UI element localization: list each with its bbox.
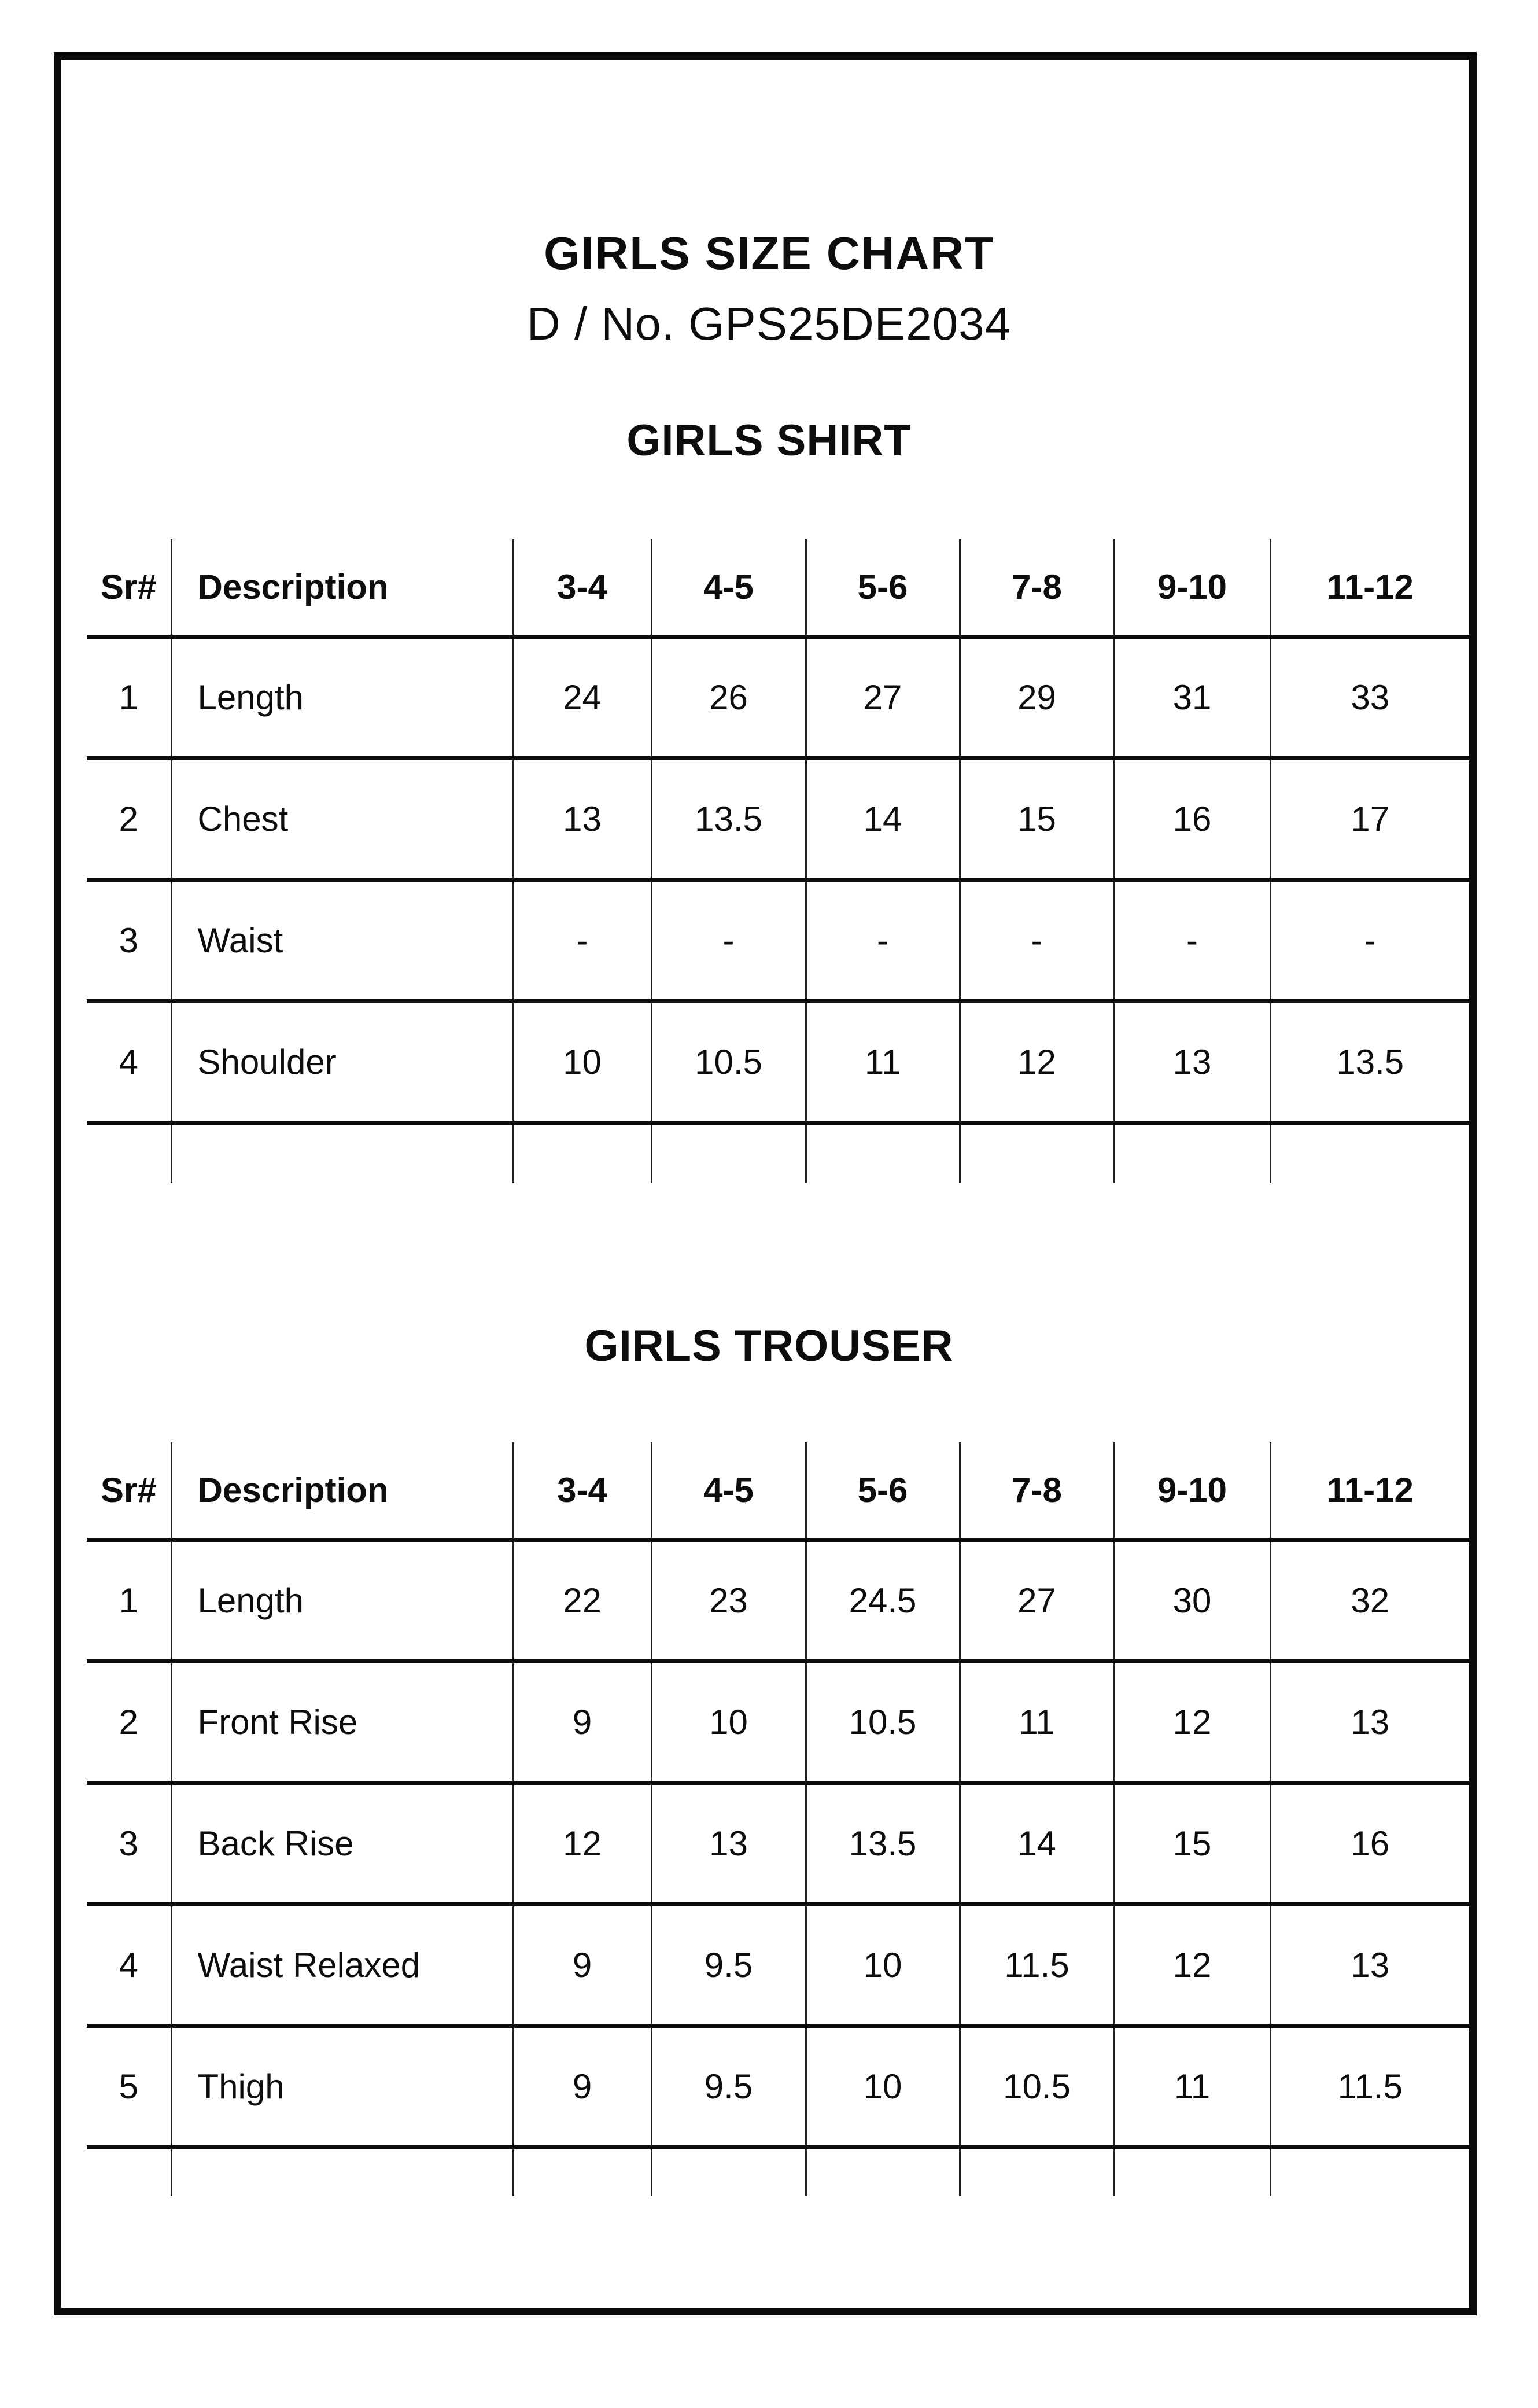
size-value-cell: 13 [1114, 1001, 1270, 1122]
column-header-description: Description [171, 1442, 513, 1540]
column-header-size-4-5: 4-5 [651, 1442, 806, 1540]
size-value-cell: 10.5 [806, 1661, 960, 1783]
table-row-waist [87, 879, 1469, 1001]
table-stub-row [87, 1122, 1469, 1183]
size-value-cell: 12 [1114, 1904, 1270, 2026]
sr-cell: 1 [87, 636, 171, 758]
sr-cell: 4 [87, 1904, 171, 2026]
size-value-cell: 13 [1270, 1904, 1469, 2026]
size-value-cell: 14 [806, 758, 960, 879]
size-value-cell: 9.5 [651, 2026, 806, 2147]
trouser-section-title: GIRLS TROUSER [584, 1321, 954, 1371]
column-header-size-5-6: 5-6 [806, 1442, 960, 1540]
size-value-cell: 13 [513, 758, 651, 879]
table-row-thigh [87, 2026, 1469, 2147]
size-value-cell: 10 [651, 1661, 806, 1783]
column-header-size-11-12: 11-12 [1270, 1442, 1469, 1540]
size-value-cell: 31 [1114, 636, 1270, 758]
size-value-cell: 11 [806, 1001, 960, 1122]
size-value-cell: 10 [513, 1001, 651, 1122]
design-number: D / No. GPS25DE2034 [526, 298, 1012, 349]
table-row-chest [87, 758, 1469, 879]
sr-cell: 1 [87, 1540, 171, 1661]
description-cell: Length [171, 636, 513, 758]
size-value-cell: 11.5 [960, 1904, 1114, 2026]
size-value-cell: 14 [960, 1783, 1114, 1904]
size-value-cell: 15 [960, 758, 1114, 879]
size-value-cell: 27 [960, 1540, 1114, 1661]
column-header-size-4-5: 4-5 [651, 539, 806, 636]
description-cell: Thigh [171, 2026, 513, 2147]
size-value-cell: 10.5 [651, 1001, 806, 1122]
column-header-size-3-4: 3-4 [513, 539, 651, 636]
size-value-cell: 12 [513, 1783, 651, 1904]
size-value-cell: 33 [1270, 636, 1469, 758]
size-value-cell: 9 [513, 1904, 651, 2026]
size-value-cell: 27 [806, 636, 960, 758]
sr-cell: 3 [87, 879, 171, 1001]
size-value-cell: 10.5 [960, 2026, 1114, 2147]
size-value-cell: 13.5 [651, 758, 806, 879]
size-value-cell: - [960, 879, 1114, 1001]
column-header-size-9-10: 9-10 [1114, 539, 1270, 636]
description-cell: Back Rise [171, 1783, 513, 1904]
description-cell: Shoulder [171, 1001, 513, 1122]
table-row-back-rise [87, 1783, 1469, 1904]
size-value-cell: 11 [960, 1661, 1114, 1783]
description-cell: Front Rise [171, 1661, 513, 1783]
size-value-cell: 13 [1270, 1661, 1469, 1783]
size-value-cell: 11.5 [1270, 2026, 1469, 2147]
size-value-cell: 13 [651, 1783, 806, 1904]
size-value-cell: 32 [1270, 1540, 1469, 1661]
size-value-cell: 30 [1114, 1540, 1270, 1661]
size-value-cell: 9.5 [651, 1904, 806, 2026]
size-value-cell: 23 [651, 1540, 806, 1661]
size-value-cell: 24.5 [806, 1540, 960, 1661]
sr-cell: 2 [87, 758, 171, 879]
table-row-length [87, 1540, 1469, 1661]
shirt-size-table [87, 539, 1469, 1183]
size-value-cell: 22 [513, 1540, 651, 1661]
page-title: GIRLS SIZE CHART [544, 227, 994, 279]
size-value-cell: 12 [960, 1001, 1114, 1122]
size-value-cell: 11 [1114, 2026, 1270, 2147]
size-value-cell: 9 [513, 2026, 651, 2147]
shirt-section-title: GIRLS SHIRT [626, 416, 912, 465]
column-header-size-7-8: 7-8 [960, 539, 1114, 636]
size-value-cell: 15 [1114, 1783, 1270, 1904]
trouser-table-header-row [87, 1442, 1469, 1540]
sr-cell: 2 [87, 1661, 171, 1783]
column-header-size-5-6: 5-6 [806, 539, 960, 636]
size-value-cell: 13.5 [806, 1783, 960, 1904]
size-value-cell: 13.5 [1270, 1001, 1469, 1122]
description-cell: Waist Relaxed [171, 1904, 513, 2026]
size-value-cell: 16 [1270, 1783, 1469, 1904]
table-row-waist-relaxed [87, 1904, 1469, 2026]
size-value-cell: - [513, 879, 651, 1001]
table-row-length [87, 636, 1469, 758]
size-value-cell: 17 [1270, 758, 1469, 879]
table-row-shoulder [87, 1001, 1469, 1122]
sr-cell: 5 [87, 2026, 171, 2147]
column-header-size-9-10: 9-10 [1114, 1442, 1270, 1540]
size-value-cell: 26 [651, 636, 806, 758]
size-value-cell: 24 [513, 636, 651, 758]
size-value-cell: - [1114, 879, 1270, 1001]
size-value-cell: 12 [1114, 1661, 1270, 1783]
description-cell: Waist [171, 879, 513, 1001]
size-value-cell: 10 [806, 1904, 960, 2026]
column-header-size-3-4: 3-4 [513, 1442, 651, 1540]
column-header-sr: Sr# [87, 1442, 171, 1540]
sr-cell: 3 [87, 1783, 171, 1904]
column-header-size-7-8: 7-8 [960, 1442, 1114, 1540]
size-value-cell: 16 [1114, 758, 1270, 879]
table-row-front-rise [87, 1661, 1469, 1783]
size-value-cell: 10 [806, 2026, 960, 2147]
size-value-cell: 29 [960, 636, 1114, 758]
size-value-cell: - [651, 879, 806, 1001]
size-value-cell: 9 [513, 1661, 651, 1783]
description-cell: Length [171, 1540, 513, 1661]
trouser-size-table [87, 1442, 1469, 2196]
size-value-cell: - [806, 879, 960, 1001]
shirt-table-header-row [87, 539, 1469, 636]
sr-cell: 4 [87, 1001, 171, 1122]
column-header-size-11-12: 11-12 [1270, 539, 1469, 636]
table-stub-row [87, 2147, 1469, 2196]
size-value-cell: - [1270, 879, 1469, 1001]
column-header-sr: Sr# [87, 539, 171, 636]
description-cell: Chest [171, 758, 513, 879]
column-header-description: Description [171, 539, 513, 636]
